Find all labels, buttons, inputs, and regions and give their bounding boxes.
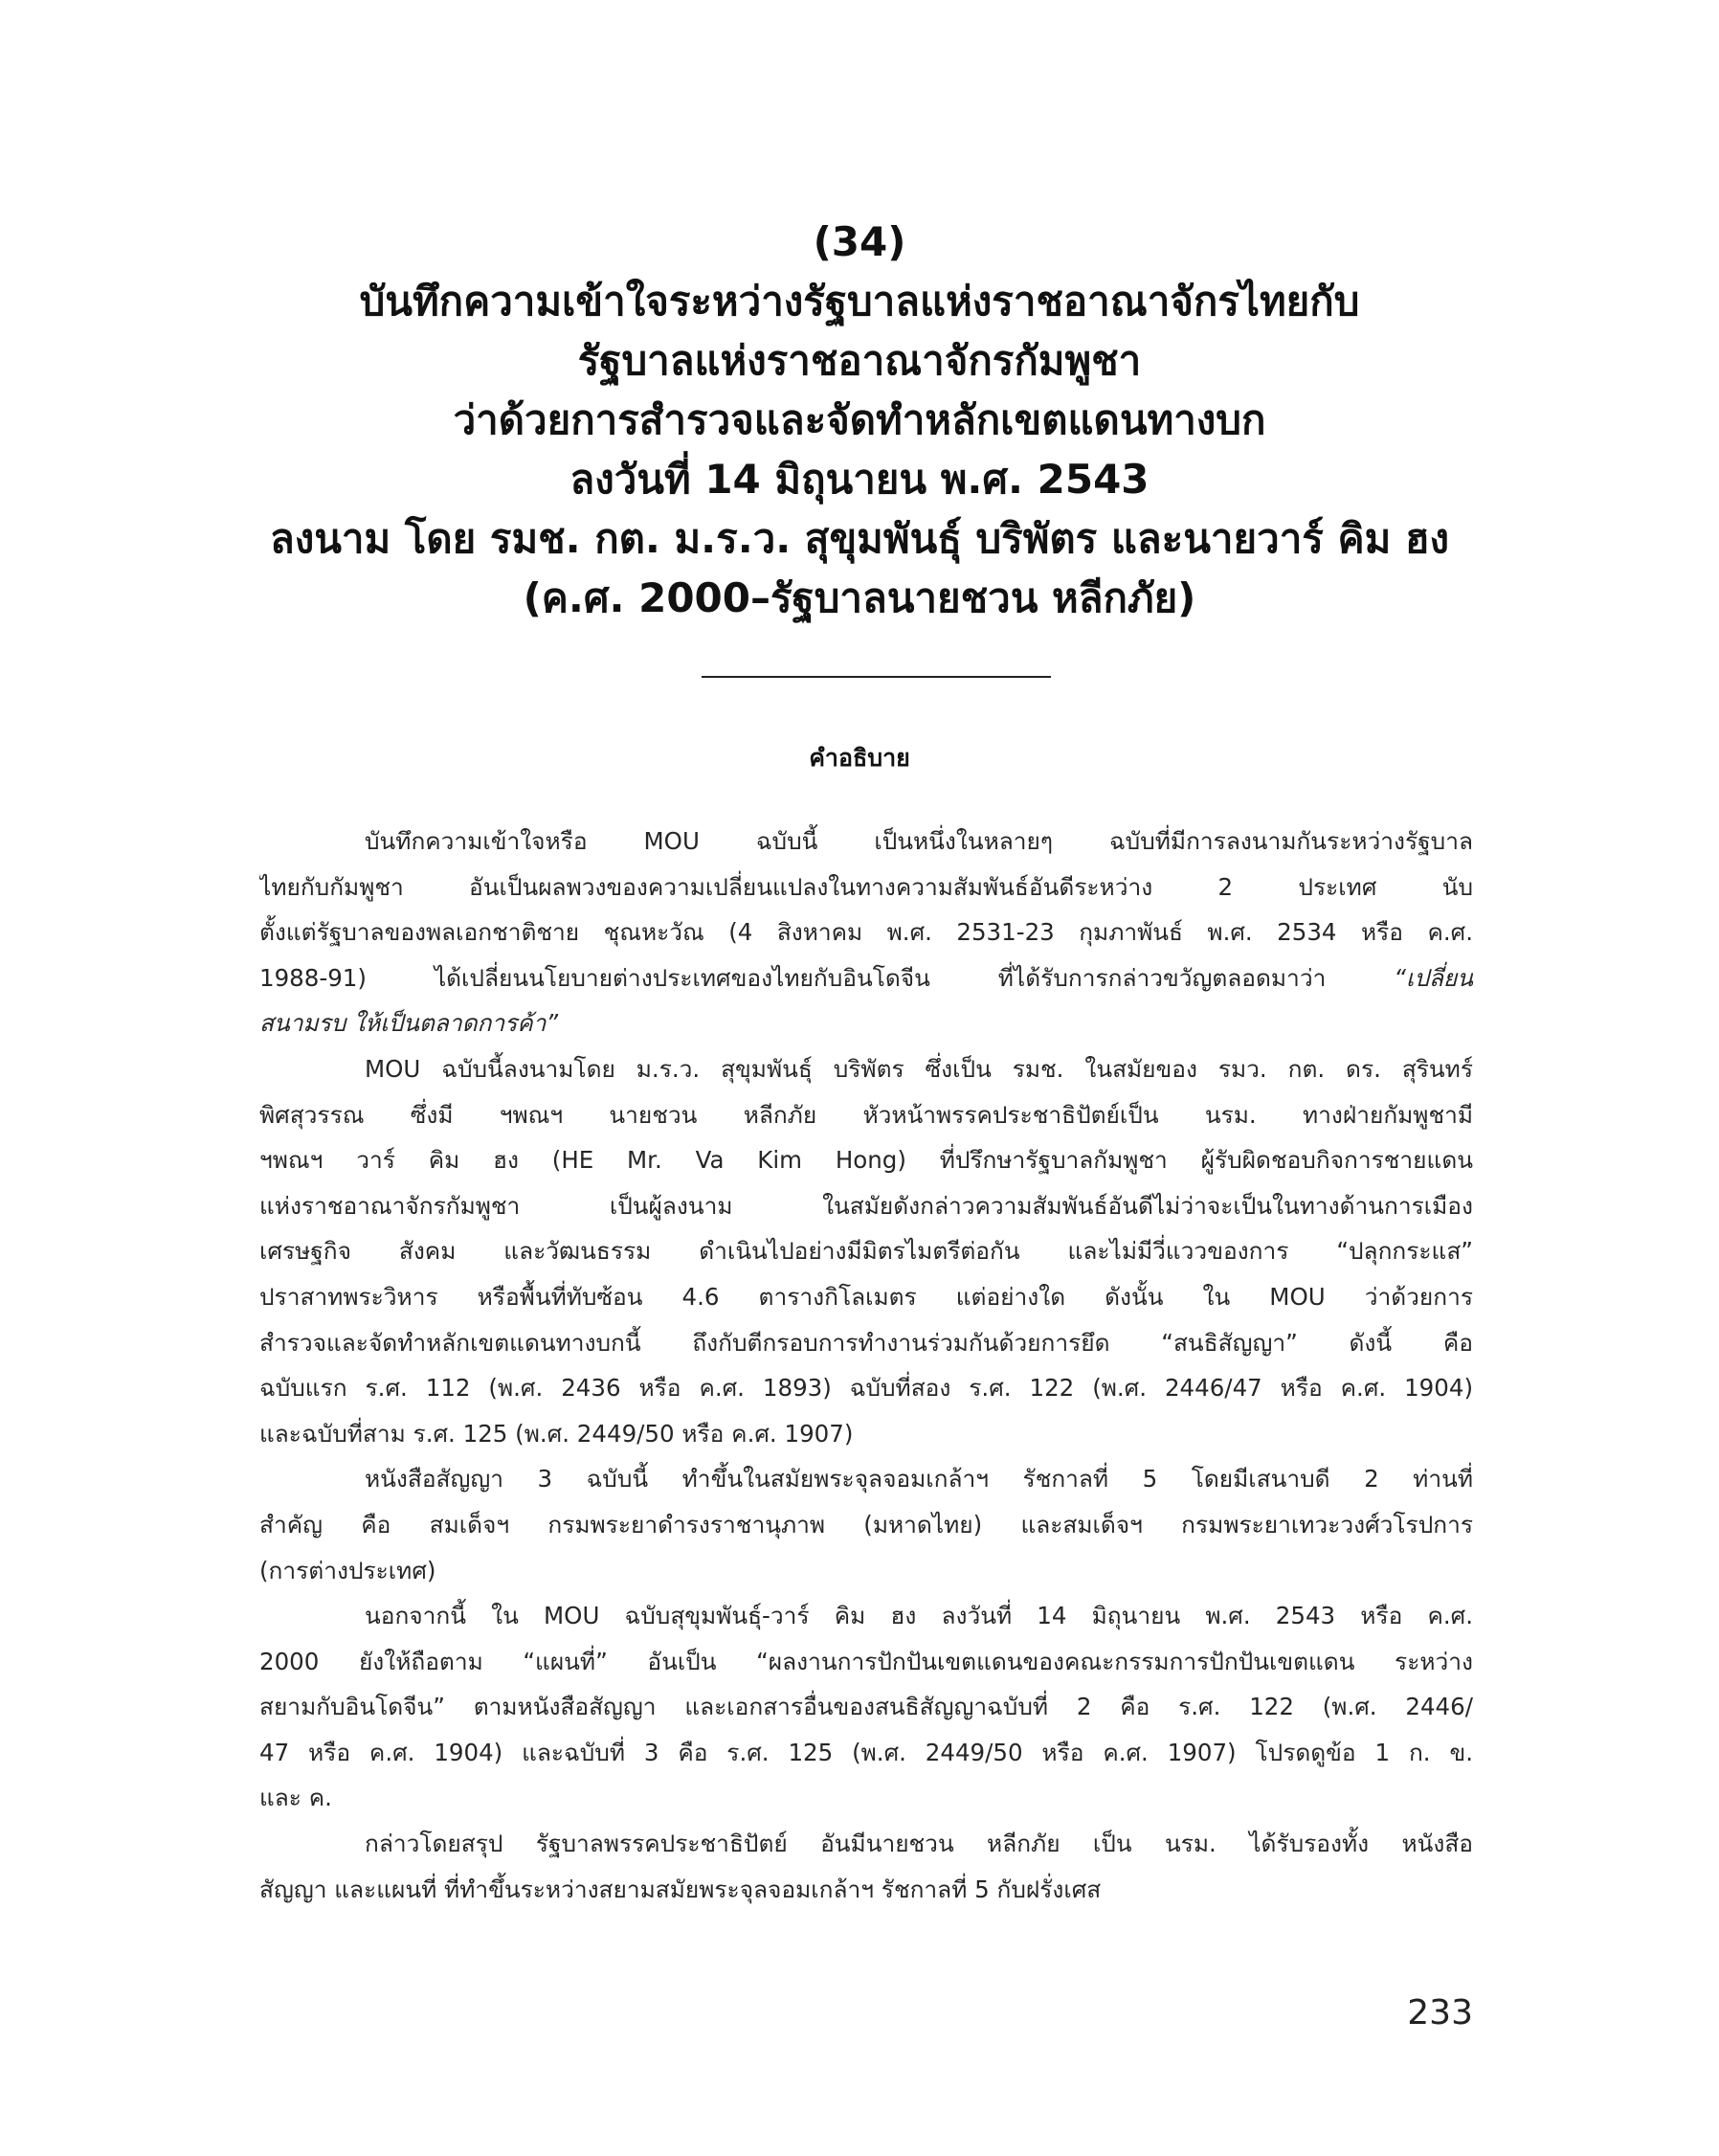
paragraph-5: [259, 1821, 1473, 1912]
paragraph-line: บันทึกความเข้าใจหรือ MOU ฉบับนี้ เป็นหนึ่งในหลายๆ ฉบับที่มีการลงนามกันระหว่างรัฐบาล: [365, 827, 1473, 855]
paragraph-line: พิศสุวรรณ ซึ่งมี ฯพณฯ นายชวน หลีกภัย หัวหน้าพรรคประชาธิปัตย์เป็น นรม. ทางฝ่ายกัมพูชามี: [259, 1100, 1473, 1129]
paragraph-line: ปราสาทพระวิหาร หรือพื้นที่ทับซ้อน 4.6 ตารางกิโลเมตร แต่อย่างใด ดังนั้น ใน MOU ว่าด้วยการ: [259, 1282, 1473, 1311]
paragraph-4: [259, 1593, 1473, 1821]
paragraph-1: [259, 819, 1473, 1046]
paragraph-line: ตั้งแต่รัฐบาลของพลเอกชาติชาย ชุณหะวัณ (4 สิงหาคม พ.ศ. 2531-23 กุมภาพันธ์ พ.ศ. 2534 หรือ ค.ศ.: [259, 918, 1473, 947]
title-signatories-line: ลงนาม โดย รมช. กต. ม.ร.ว. สุขุมพันธุ์ บริพัตร และนายวาร์ คิม ฮง: [269, 515, 1450, 562]
paragraph-2: [259, 1046, 1473, 1456]
paragraph-line: [259, 1000, 1473, 1046]
title-line: รัฐบาลแห่งราชอาณาจักรกัมพูชา: [577, 337, 1142, 384]
body-text: [259, 819, 1473, 1912]
title-divider: [702, 676, 1051, 678]
paragraph-line: ฉบับแรก ร.ศ. 112 (พ.ศ. 2436 หรือ ค.ศ. 1893) ฉบับที่สอง ร.ศ. 122 (พ.ศ. 2446/47 หรือ ค.ศ. 1904): [259, 1374, 1473, 1403]
paragraph-line: สยามกับอินโดจีน” ตามหนังสือสัญญา และเอกสารอื่นของสนธิสัญญาฉบับที่ 2 คือ ร.ศ. 122 (พ.ศ. 2446/: [259, 1693, 1473, 1721]
paragraph-line: และฉบับที่สาม ร.ศ. 125 (พ.ศ. 2449/50 หรือ ค.ศ. 1907): [259, 1419, 854, 1448]
paragraph-line: นอกจากนี้ ใน MOU ฉบับสุขุมพันธุ์-วาร์ คิม ฮง ลงวันที่ 14 มิถุนายน พ.ศ. 2543 หรือ ค.ศ.: [365, 1602, 1473, 1630]
paragraph-line: [259, 955, 1473, 1001]
paragraph-line: 2000 ยังให้ถือตาม “แผนที่” อันเป็น “ผลงานการปักปันเขตแดนของคณะกรรมการปักปันเขตแดน ระหว่าง: [259, 1647, 1473, 1675]
paragraph-line: สำรวจและจัดทำหลักเขตแดนทางบกนี้ ถึงกับตีกรอบการทำงานร่วมกันด้วยการยึด “สนธิสัญญา” ดังนี้ คือ: [259, 1328, 1473, 1357]
paragraph-line: ฯพณฯ วาร์ คิม ฮง (HE Mr. Va Kim Hong) ที่ปรึกษารัฐบาลกัมพูชา ผู้รับผิดชอบกิจการชายแดน: [259, 1146, 1473, 1175]
paragraph-line: หนังสือสัญญา 3 ฉบับนี้ ทำขึ้นในสมัยพระจุลจอมเกล้าฯ รัชกาลที่ 5 โดยมีเสนาบดี 2 ท่านที่: [365, 1465, 1473, 1493]
paragraph-line: 47 หรือ ค.ศ. 1904) และฉบับที่ 3 คือ ร.ศ. 125 (พ.ศ. 2449/50 หรือ ค.ศ. 1907) โปรดดูข้อ 1 ก. ข.: [259, 1738, 1473, 1766]
title-number: (34): [813, 218, 906, 265]
title-era-line: (ค.ศ. 2000–รัฐบาลนายชวน หลีกภัย): [523, 574, 1196, 621]
quote-start: “เปลี่ยน: [1394, 963, 1473, 992]
paragraph-line: สำคัญ คือ สมเด็จฯ กรมพระยาดำรงราชานุภาพ (มหาดไทย) และสมเด็จฯ กรมพระยาเทวะวงศ์วโรปการ: [259, 1510, 1473, 1538]
section-heading: คำอธิบาย: [809, 744, 910, 772]
paragraph-line-text: 1988-91) ได้เปลี่ยนนโยบายต่างประเทศของไทยกับอินโดจีน ที่ได้รับการกล่าวขวัญตลอดมาว่า: [259, 963, 1327, 992]
paragraph-line: เศรษฐกิจ สังคม และวัฒนธรรม ดำเนินไปอย่างมีมิตรไมตรีต่อกัน และไม่มีวี่แววของการ “ปลุกกระแส”: [259, 1237, 1473, 1266]
paragraph-line: และ ค.: [259, 1784, 332, 1812]
title-line: บันทึกความเข้าใจระหว่างรัฐบาลแห่งราชอาณาจักรไทยกับ: [359, 278, 1360, 325]
document-title: [191, 213, 1528, 628]
paragraph-3: [259, 1456, 1473, 1593]
paragraph-line: แห่งราชอาณาจักรกัมพูชา เป็นผู้ลงนาม ในสมัยดังกล่าวความสัมพันธ์อันดีไม่ว่าจะเป็นในทางด้านการเมือง: [259, 1191, 1473, 1220]
paragraph-line: ไทยกับกัมพูชา อันเป็นผลพวงของความเปลี่ยนแปลงในทางความสัมพันธ์อันดีระหว่าง 2 ประเทศ นับ: [259, 872, 1473, 901]
paragraph-line: (การต่างประเทศ): [259, 1556, 436, 1584]
title-line: ว่าด้วยการสำรวจและจัดทำหลักเขตแดนทางบก: [453, 396, 1266, 443]
title-date-line: ลงวันที่ 14 มิถุนายน พ.ศ. 2543: [569, 456, 1150, 503]
paragraph-line: กล่าวโดยสรุป รัฐบาลพรรคประชาธิปัตย์ อันมีนายชวน หลีกภัย เป็น นรม. ได้รับรองทั้ง หนังสือ: [365, 1830, 1473, 1858]
quote-end: สนามรบ ให้เป็นตลาดการค้า”: [259, 1009, 559, 1038]
paragraph-line: MOU ฉบับนี้ลงนามโดย ม.ร.ว. สุขุมพันธุ์ บริพัตร ซึ่งเป็น รมช. ในสมัยของ รมว. กต. ดร. สุรินทร์: [365, 1054, 1473, 1083]
page-number: 233: [1407, 1993, 1473, 2032]
paragraph-line: สัญญา และแผนที่ ที่ทำขึ้นระหว่างสยามสมัยพระจุลจอมเกล้าฯ รัชกาลที่ 5 กับฝรั่งเศส: [259, 1875, 1102, 1903]
